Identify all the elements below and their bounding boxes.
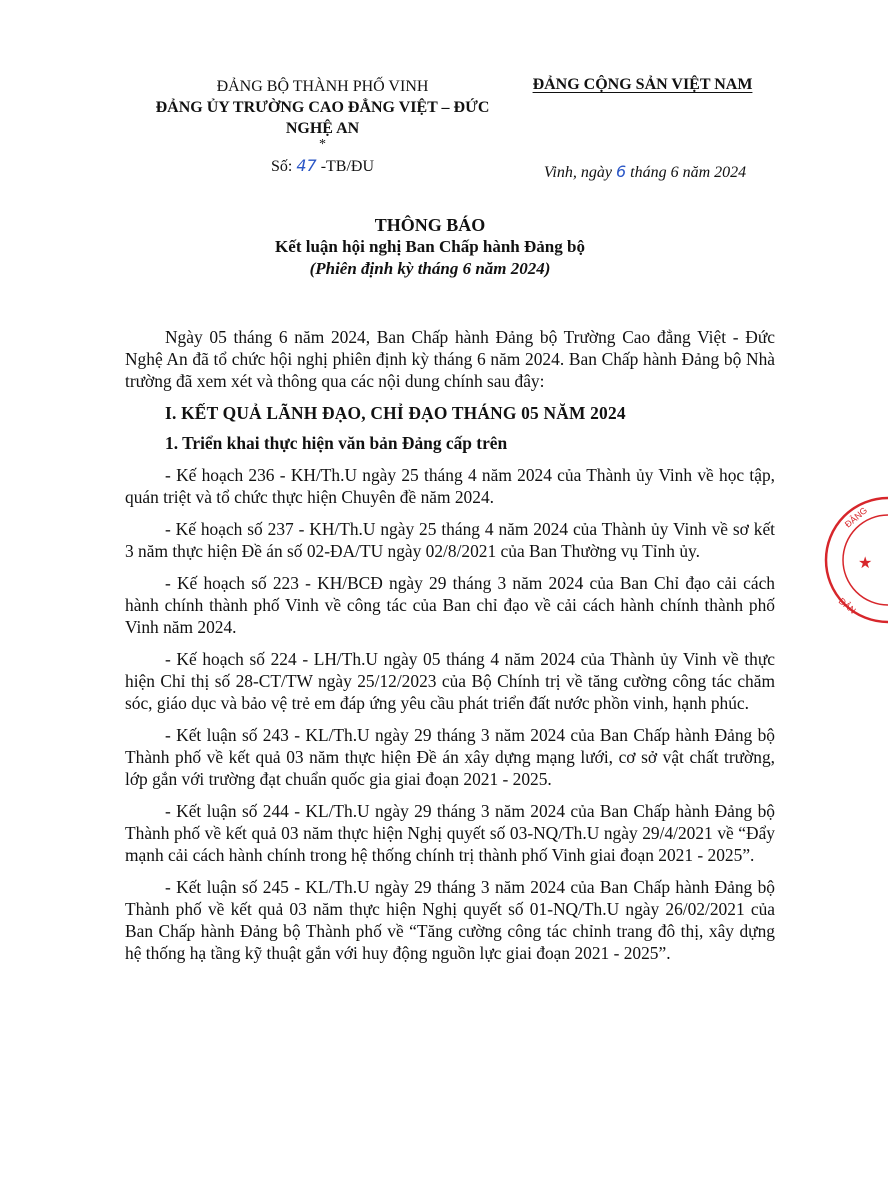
place-date [510, 162, 780, 182]
intro-paragraph: Ngày 05 tháng 6 năm 2024, Ban Chấp hành Đảng bộ Trường Cao đẳng Việt - Đức Nghệ An đã tổ chức hội nghị phiên định kỳ tháng 6 năm 2024. Ban Chấp hành Đảng bộ Nhà trường đã xem xét và thông qua các nội dung chính sau đây: [125, 327, 775, 391]
separator-star: * [319, 137, 326, 152]
svg-text:ĐẢN: ĐẢN [836, 595, 858, 616]
list-item: - Kế hoạch số 237 - KH/Th.U ngày 25 tháng 4 năm 2024 của Thành ủy Vinh về sơ kết 3 năm thực hiện Đề án số 02-ĐA/TU ngày 02/8/2021 của Ban Thường vụ Tỉnh ủy. [125, 519, 775, 561]
doc-number-suffix: -TB/ĐU [320, 158, 375, 175]
seal-icon [818, 490, 888, 630]
list-item: - Kế hoạch số 224 - LH/Th.U ngày 05 tháng 4 năm 2024 của Thành ủy Vinh về thực hiện Chỉ thị số 28-CT/TW ngày 25/12/2023 của Bộ Chính trị về tăng cường công tác chăm sóc, giáo dục và bảo vệ trẻ em đáp ứng yêu cầu phát triển đất nước phồn vinh, hạnh phúc. [125, 649, 775, 713]
document-body [125, 326, 775, 974]
org-line-2: ĐẢNG ỦY TRƯỜNG CAO ĐẲNG VIỆT – ĐỨC [155, 99, 490, 116]
official-seal-edge [818, 490, 888, 630]
document-number [150, 155, 495, 177]
doc-type: THÔNG BÁO [374, 215, 486, 235]
list-item: - Kế hoạch số 223 - KH/BCĐ ngày 29 tháng 3 năm 2024 của Ban Chỉ đạo cải cách hành chính thành phố Vinh về công tác của Ban chỉ đạo về cải cách hành chính thành phố Vinh năm 2024. [125, 573, 775, 637]
doc-number-prefix: Số: [270, 158, 293, 175]
doc-number-handwritten: 47 [296, 156, 317, 175]
doc-subject: Kết luận hội nghị Ban Chấp hành Đảng bộ [275, 237, 585, 256]
date-suffix: tháng 6 năm 2024 [630, 164, 747, 181]
svg-text:ĐẢNG: ĐẢNG [842, 505, 870, 530]
list-item: - Kết luận số 244 - KL/Th.U ngày 29 tháng 3 năm 2024 của Ban Chấp hành Đảng bộ Thành phố về kết quả 03 năm thực hiện Nghị quyết số 03-NQ/Th.U ngày 29/4/2021 về “Đẩy mạnh cải cách hành chính trong hệ thống chính trị thành phố Vinh giai đoạn 2021 - 2025”. [125, 801, 775, 865]
list-item: - Kết luận số 245 - KL/Th.U ngày 29 tháng 3 năm 2024 của Ban Chấp hành Đảng bộ Thành phố về kết quả 03 năm thực hiện Nghị quyết số 01-NQ/Th.U ngày 26/02/2021 của Ban Chấp hành Đảng bộ Thành phố về “Tăng cường công tác chỉnh trang đô thị, xây dựng hệ thống hạ tầng kỹ thuật gắn với huy động nguồn lực giai đoạn 2021 - 2025”. [125, 877, 775, 963]
doc-session: (Phiên định kỳ tháng 6 năm 2024) [309, 259, 551, 278]
document-title [100, 214, 760, 280]
org-line-1: ĐẢNG BỘ THÀNH PHỐ VINH [216, 78, 429, 95]
date-prefix: Vinh, ngày [543, 164, 612, 181]
list-item: - Kế hoạch 236 - KH/Th.U ngày 25 tháng 4 năm 2024 của Thành ủy Vinh về học tập, quán triệt và tổ chức thực hiện Chuyên đề năm 2024. [125, 465, 775, 507]
svg-text:★: ★ [858, 555, 873, 572]
issuing-organization [150, 76, 495, 177]
org-line-3: NGHỆ AN [285, 120, 360, 137]
section-1-heading: I. KẾT QUẢ LÃNH ĐẠO, CHỈ ĐẠO THÁNG 05 NĂM 2024 [165, 403, 626, 423]
date-day-handwritten: 6 [615, 162, 627, 181]
subsection-1-heading: 1. Triển khai thực hiện văn bản Đảng cấp trên [165, 433, 508, 453]
list-item: - Kết luận số 243 - KL/Th.U ngày 29 tháng 3 năm 2024 của Ban Chấp hành Đảng bộ Thành phố về kết quả 03 năm thực hiện Đề án xây dựng mạng lưới, cơ sở vật chất trường, lớp gắn với trường đạt chuẩn quốc gia giai đoạn 2021 - 2025. [125, 725, 775, 789]
party-header [510, 76, 775, 94]
party-name: ĐẢNG CỘNG SẢN VIỆT NAM [532, 76, 753, 93]
